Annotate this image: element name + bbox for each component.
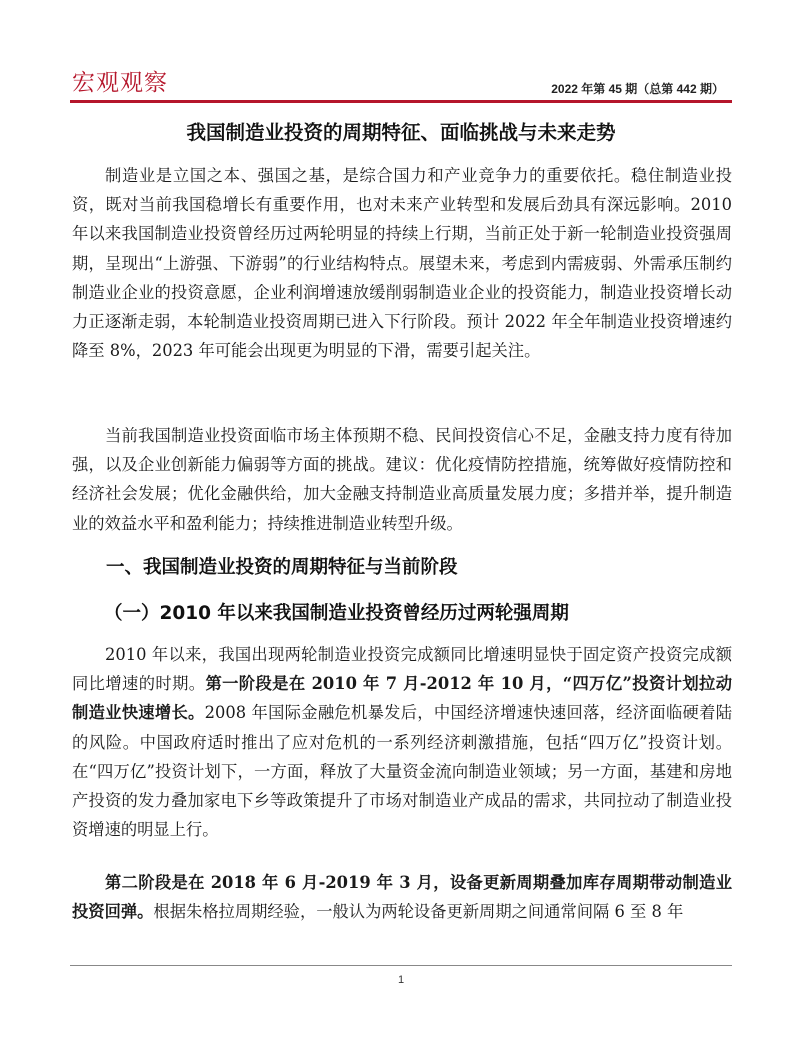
bold-text: 第二阶段是在 2018 年 6 月-2019 年 3 月，设备更新周期叠加库存周期带动制造业投资回弹。 <box>72 873 732 922</box>
body-paragraph-2 <box>72 868 732 926</box>
header-divider <box>70 100 732 103</box>
intro-paragraph-1: 制造业是立国之本、强国之基，是综合国力和产业竞争力的重要依托。稳住制造业投资，既对当前我国稳增长有重要作用，也对未来产业转型和发展后劲具有深远影响。2010 年以来我国制造业投资曾经历过两轮明显的持续上行期，当前正处于新一轮制造业投资强周期，呈现出“上游强、下游弱”的行业结构特点。展望未来，考虑到内需疲弱、外需承压制约制造业企业的投资意愿，企业利润增速放缓削弱制造业企业的投资能力，制造业投资增长动力正逐渐走弱，本轮制造业投资周期已进入下行阶段。预计 2022 年全年制造业投资增速约降至 8%，2023 年可能会出现更为明显的下滑，需要引起关注。 <box>72 166 732 361</box>
intro-paragraph-2: 当前我国制造业投资面临市场主体预期不稳、民间投资信心不足，金融支持力度有待加强，以及企业创新能力偏弱等方面的挑战。建议：优化疫情防控措施，统筹做好疫情防控和经济社会发展；优化金融供给，加大金融支持制造业高质量发展力度；多措并举，提升制造业的效益水平和盈利能力；持续推进制造业转型升级。 <box>72 426 732 533</box>
header-brand: 宏观观察 <box>72 70 168 96</box>
subsection-heading: （一）2010 年以来我国制造业投资曾经历过两轮强周期 <box>104 603 569 624</box>
section-heading: 一、我国制造业投资的周期特征与当前阶段 <box>106 557 458 578</box>
issue-number: 2022 年第 45 期（总第 442 期） <box>551 82 724 96</box>
document-title: 我国制造业投资的周期特征、面临挑战与未来走势 <box>186 121 616 144</box>
page-number: 1 <box>397 974 405 986</box>
body-paragraph-1 <box>72 640 732 844</box>
paragraph-text: 2008 年国际金融危机暴发后，中国经济增速快速回落，经济面临硬着陆的风险。中国政府适时推出了应对危机的一系列经济刺激措施，包括“四万亿”投资计划。在“四万亿”投资计划下，一方面，释放了大量资金流向制造业领域；另一方面，基建和房地产投资的发力叠加家电下乡等政策提升了市场对制造业产成品的需求，共同拉动了制造业投资增速的明显上行。 <box>72 703 732 840</box>
paragraph-text: 2010 年以来，我国出现两轮制造业投资完成额同比增速明显快于固定资产投资完成额同比增速的时期。 <box>72 645 732 694</box>
paragraph-text: 根据朱格拉周期经验，一般认为两轮设备更新周期之间通常间隔 6 至 8 年 <box>153 902 684 922</box>
footer-divider <box>70 965 732 966</box>
bold-text: 第一阶段是在 2010 年 7 月-2012 年 10 月，“四万亿”投资计划拉动制造业快速增长。 <box>72 674 732 723</box>
